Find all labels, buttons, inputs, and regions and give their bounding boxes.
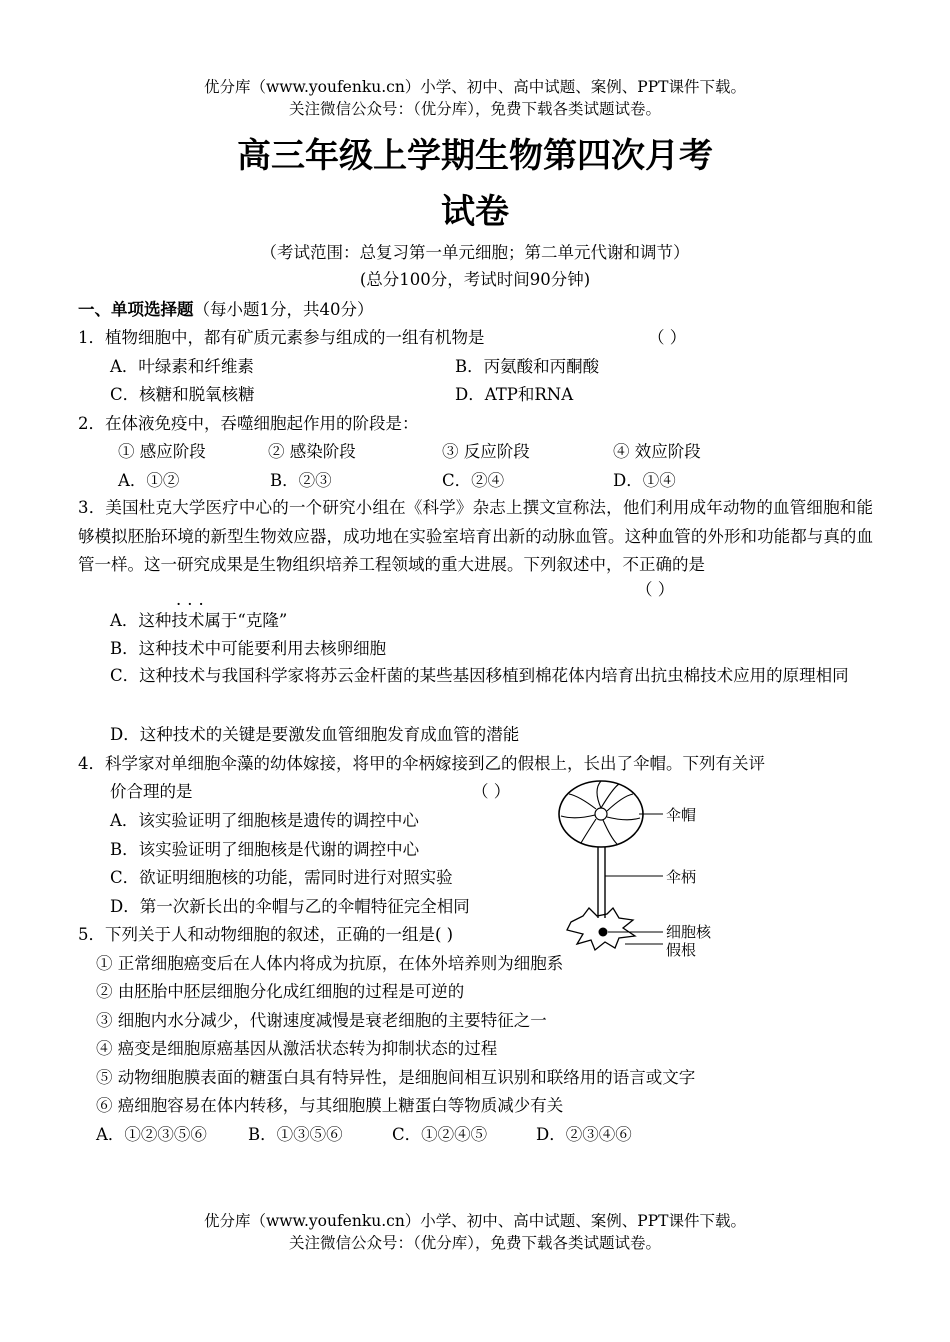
- alga-stalk-drawing: [598, 847, 605, 918]
- q5-stem: 5．下列关于人和动物细胞的叙述，正确的一组是( ): [78, 925, 454, 944]
- section-note: （每小题1分，共40分）: [193, 300, 374, 319]
- q3-emphasis-dots: ···: [176, 595, 210, 614]
- q1-option-a: A．叶绿素和纤维素: [110, 357, 254, 376]
- q3-option-a: A．这种技术属于“克隆”: [110, 611, 288, 630]
- q2-option-a: A．①②: [118, 471, 180, 490]
- q3-stem: 3．美国杜克大学医疗中心的一个研究小组在《科学》杂志上撰文宣称法，他们利用成年动物的血管细胞和能够模拟胚胎环境的新型生物效应器，成功地在实验室培育出新的动脉血管。这种血管的外形和功能都与真的血管一样。这一研究成果是生物组织培养工程领域的重大进展。下列叙述中，不正确的是: [78, 498, 873, 574]
- section-heading: [78, 298, 374, 322]
- q2-option-b: B．②③: [270, 471, 332, 490]
- footer-line-2: 关注微信公众号：（优分库），免费下载各类试题试卷。: [288, 1234, 661, 1252]
- q4-option-d: D．第一次新长出的伞帽与乙的伞帽特征完全相同: [110, 897, 470, 916]
- q3-option-c: C．这种技术与我国科学家将苏云金杆菌的某些基因移植到棉花体内培育出抗虫棉技术应用的原理相同: [110, 666, 849, 685]
- alga-cap-drawing: [559, 781, 643, 847]
- q1-option-c: C．核糖和脱氧核糖: [110, 385, 255, 404]
- q3-option-d: D．这种技术的关键是要激发血管细胞发育成血管的潜能: [110, 725, 520, 744]
- q1-option-b: B．丙氨酸和丙酮酸: [455, 357, 600, 376]
- q4-option-a: A．该实验证明了细胞核是遗传的调控中心: [110, 811, 419, 830]
- q3-answer-paren: （ ）: [636, 578, 674, 602]
- figure-label-stalk: 伞柄: [666, 868, 697, 886]
- q2-stage-3: ③ 反应阶段: [442, 442, 530, 461]
- q5-option-a: A．①②③⑤⑥: [96, 1125, 207, 1144]
- figure-label-cap: 伞帽: [666, 806, 697, 824]
- exam-score-time: (总分100分，考试时间90分钟): [359, 270, 591, 289]
- header-line-1: 优分库（www.youfenku.cn）小学、初中、高中试题、案例、PPT课件下载。: [203, 78, 747, 96]
- q2-stem: 2．在体液免疫中，吞噬细胞起作用的阶段是：: [78, 414, 419, 433]
- q2-option-d: D．①④: [613, 471, 676, 490]
- q5-option-d: D．②③④⑥: [536, 1125, 632, 1144]
- figure-label-rhizoid: 假根: [666, 941, 697, 959]
- exam-title-line-2: 试卷: [441, 192, 509, 232]
- q5-statement-4: ④ 癌变是细胞原癌基因从激活状态转为抑制状态的过程: [96, 1039, 498, 1058]
- section-title: 一、单项选择题: [78, 300, 194, 319]
- q5-statement-2: ② 由胚胎中胚层细胞分化成红细胞的过程是可逆的: [96, 982, 465, 1001]
- q5-option-b: B．①③⑤⑥: [248, 1125, 343, 1144]
- q5-statement-6: ⑥ 癌细胞容易在体内转移，与其细胞膜上糖蛋白等物质减少有关: [96, 1096, 564, 1115]
- q4-stem-line-1: 4．科学家对单细胞伞藻的幼体嫁接，将甲的伞柄嫁接到乙的假根上，长出了伞帽。下列有关评: [78, 754, 765, 773]
- q4-stem-line-2: 价合理的是: [110, 782, 193, 801]
- q5-statement-3: ③ 细胞内水分减少，代谢速度减慢是衰老细胞的主要特征之一: [96, 1011, 547, 1030]
- alga-rhizoid-drawing: [567, 908, 635, 950]
- header-line-2: 关注微信公众号：（优分库），免费下载各类试题试卷。: [288, 100, 661, 118]
- q5-statement-1: ① 正常细胞癌变后在人体内将成为抗原，在体外培养则为细胞系: [96, 954, 564, 973]
- q1-option-d: D．ATP和RNA: [455, 385, 574, 404]
- q1-answer-paren: （ ）: [648, 328, 687, 347]
- q2-stage-2: ② 感染阶段: [268, 442, 356, 461]
- q3-option-b: B．这种技术中可能要利用去核卵细胞: [110, 639, 387, 658]
- exam-scope: （考试范围：总复习第一单元细胞；第二单元代谢和调节）: [260, 243, 690, 262]
- q2-stage-4: ④ 效应阶段: [613, 442, 701, 461]
- q2-option-c: C．②④: [442, 471, 505, 490]
- q5-statement-5: ⑤ 动物细胞膜表面的糖蛋白具有特异性，是细胞间相互识别和联络用的语言或文字: [96, 1068, 696, 1087]
- umbrella-alga-figure: [555, 778, 735, 968]
- q5-option-c: C．①②④⑤: [392, 1125, 488, 1144]
- figure-label-nucleus: 细胞核: [666, 923, 712, 941]
- exam-title-line-1: 高三年级上学期生物第四次月考: [237, 136, 713, 176]
- q4-option-b: B．该实验证明了细胞核是代谢的调控中心: [110, 840, 420, 859]
- alga-nucleus-dot: [599, 928, 608, 937]
- q4-answer-paren: （ ）: [472, 782, 511, 801]
- q4-option-c: C．欲证明细胞核的功能，需同时进行对照实验: [110, 868, 453, 887]
- footer-line-1: 优分库（www.youfenku.cn）小学、初中、高中试题、案例、PPT课件下载。: [203, 1212, 747, 1230]
- q2-stage-1: ① 感应阶段: [118, 442, 206, 461]
- q1-stem: 1．植物细胞中，都有矿质元素参与组成的一组有机物是: [78, 328, 485, 347]
